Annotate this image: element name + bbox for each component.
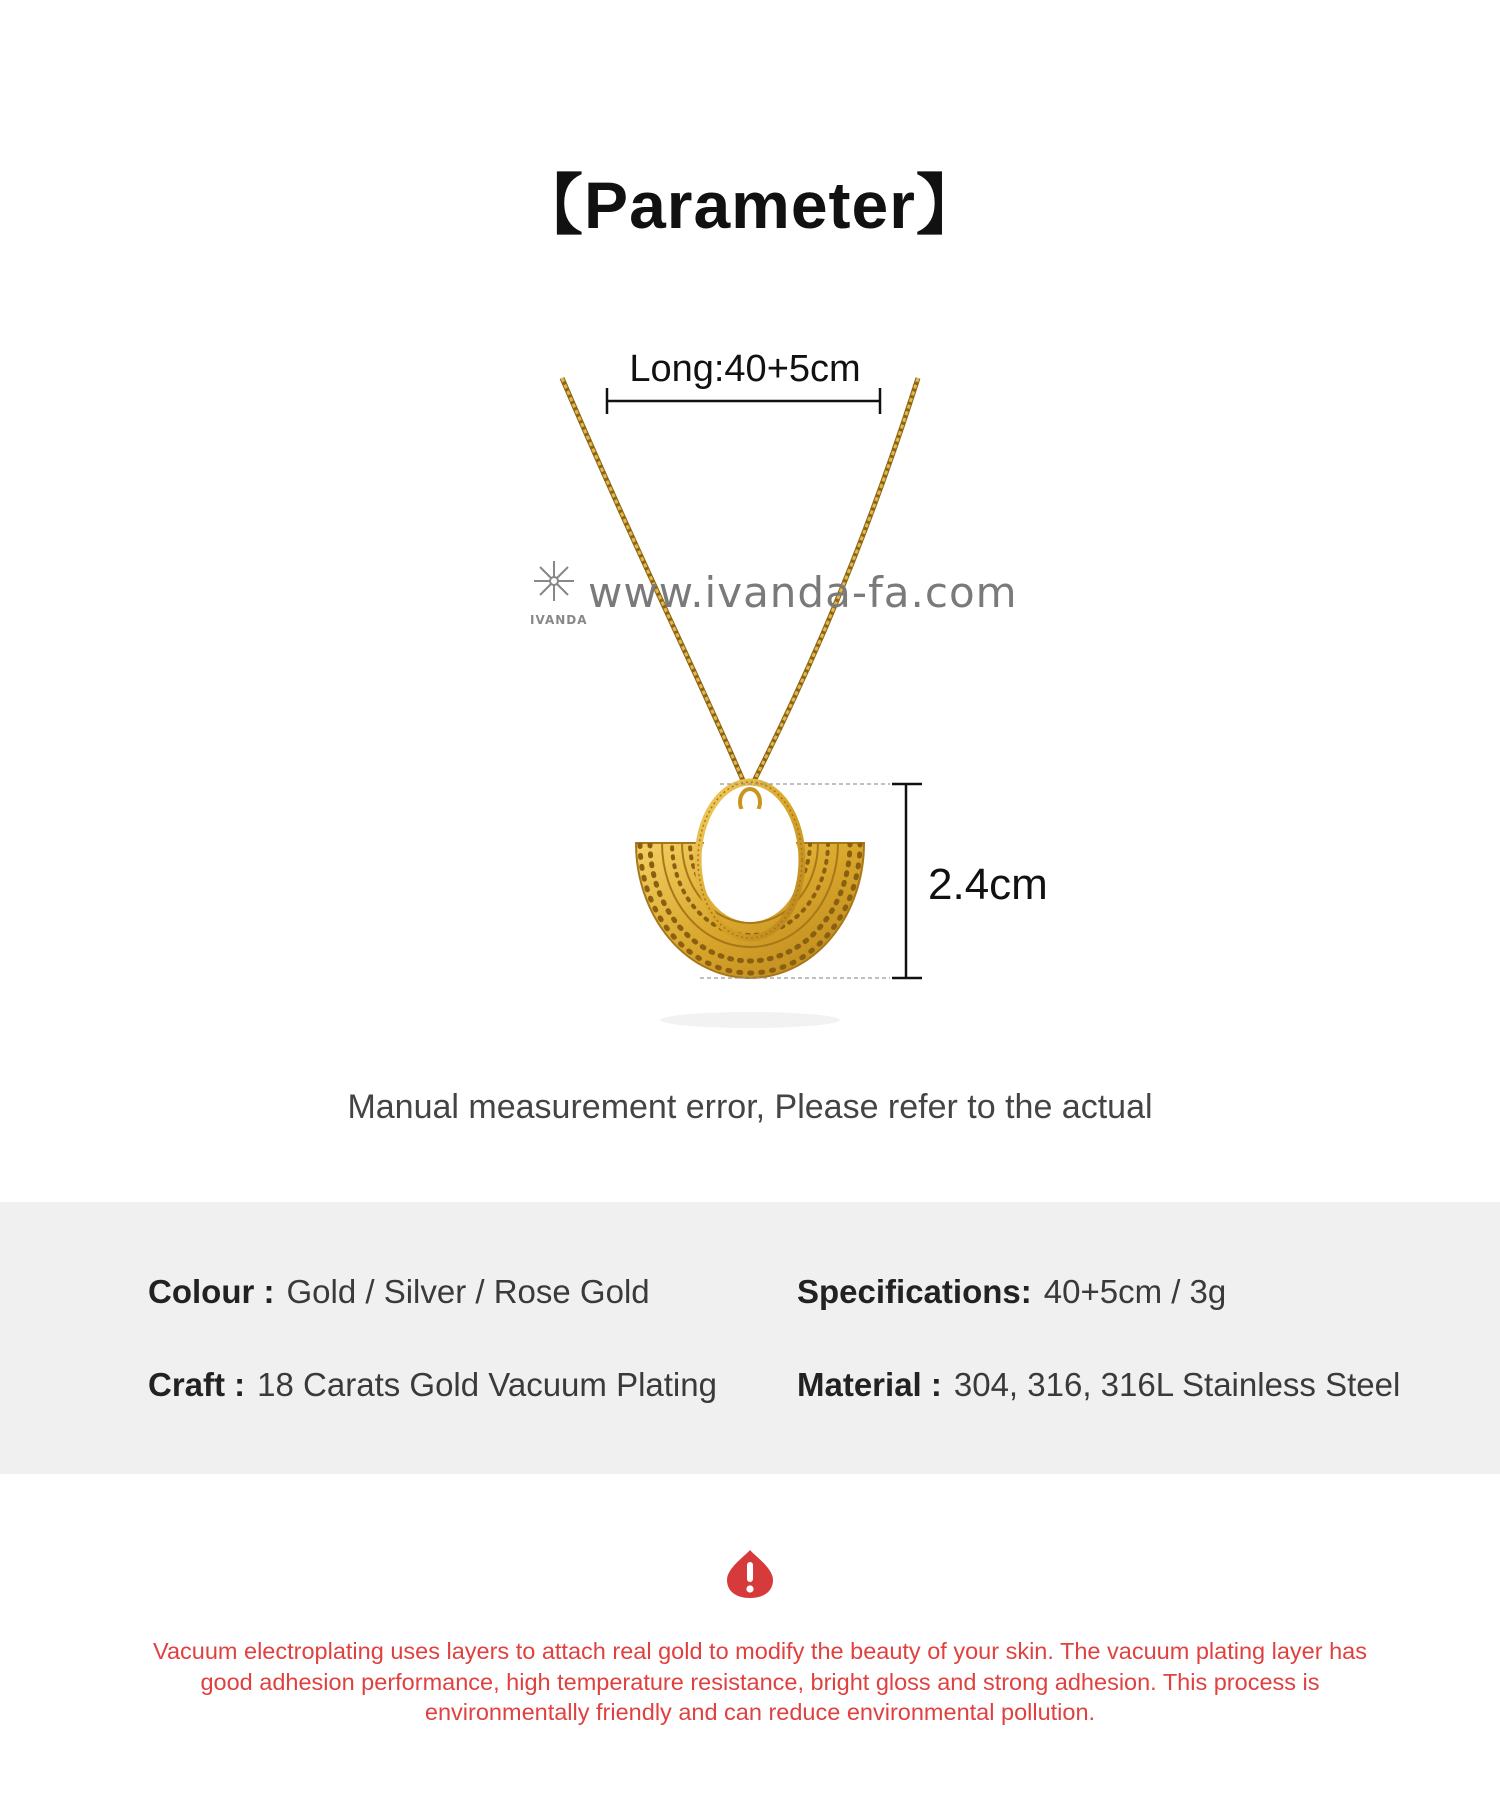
spec-craft-key: Craft :	[148, 1366, 246, 1403]
fan-pendant	[636, 713, 864, 1028]
spec-specifications-key: Specifications:	[797, 1273, 1032, 1310]
length-label: Long:40+5cm	[629, 348, 861, 390]
page-title: 【Parameter】	[517, 168, 983, 242]
pendant-height-label: 2.4cm	[928, 860, 1048, 909]
alert-icon	[725, 1548, 775, 1600]
spec-material	[797, 1363, 1400, 1407]
plating-warning-text: Vacuum electroplating uses layers to attach real gold to modify the beauty of your skin. The vacuum plating layer has good adhesion performance, high temperature resistance, bright gloss and strong adhesion. This process is environmentally friendly and can reduce environmental pollution.	[153, 1638, 1367, 1725]
spec-panel	[0, 1202, 1500, 1474]
watermark-url: www.ivanda-fa.com	[588, 567, 1018, 617]
watermark	[530, 552, 1018, 632]
starburst-icon	[530, 557, 588, 627]
spec-colour-key: Colour :	[148, 1273, 275, 1310]
spec-craft-value: 18 Carats Gold Vacuum Plating	[257, 1366, 717, 1403]
spec-specifications	[797, 1270, 1226, 1314]
spec-colour-value: Gold / Silver / Rose Gold	[286, 1273, 650, 1310]
spec-material-value: 304, 316, 316L Stainless Steel	[953, 1366, 1401, 1403]
spec-colour	[148, 1270, 650, 1314]
height-dimension-line	[700, 784, 922, 978]
measurement-note: Manual measurement error, Please refer to the actual	[347, 1088, 1153, 1126]
spec-specifications-value: 40+5cm / 3g	[1043, 1273, 1227, 1310]
spec-craft	[148, 1363, 717, 1407]
watermark-logo-text: IVANDA	[530, 613, 588, 627]
spec-material-key: Material :	[797, 1366, 942, 1403]
